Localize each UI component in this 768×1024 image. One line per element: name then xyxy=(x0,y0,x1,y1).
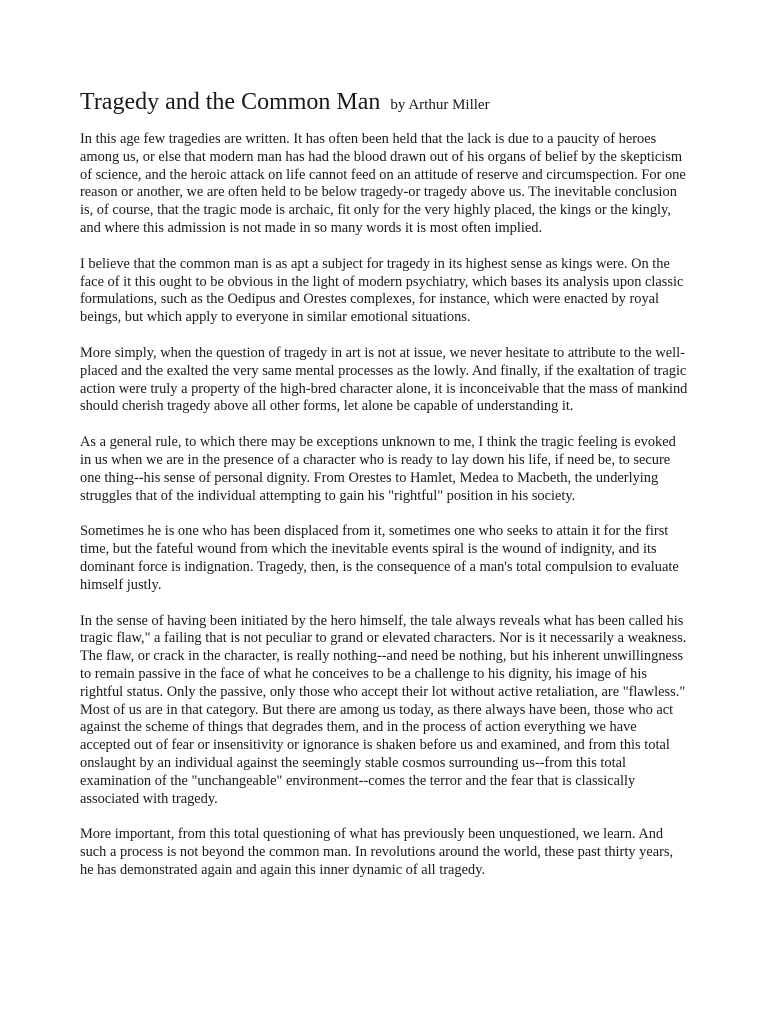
document-byline: by Arthur Miller xyxy=(390,97,490,113)
paragraph-2: I believe that the common man is as apt a subject for tragedy in its highest sense as kings were. On the face of it this ought to be obvious in the light of modern psychiatry, which bases its analysis upon classic formulations, such as the Oedipus and Orestes complexes, for instance, which were enacted by royal beings, but which apply to everyone in similar emotional situations. xyxy=(80,255,684,326)
paragraph-7: More important, from this total questioning of what has previously been unquestioned, we learn. And such a process is not beyond the common man. In revolutions around the world, these past thirty years, he has demonstrated again and again this inner dynamic of all tragedy. xyxy=(80,826,674,878)
paragraph-3: More simply, when the question of tragedy in art is not at issue, we never hesitate to attribute to the well-placed and the exalted the very same mental processes as the lowly. And finally, if the exaltation of tragic action were truly a property of the high-bred character alone, it is inconceivable that the mass of mankind should cherish tragedy above all other forms, let alone be capable of understanding it. xyxy=(80,344,688,415)
paragraph-6: In the sense of having been initiated by the hero himself, the tale always reveals what has been called his tragic flaw," a failing that is not peculiar to grand or elevated characters. Nor is it necessarily a weakness. The flaw, or crack in the character, is really nothing--and need be nothing, but his inherent unwillingness to remain passive in the face of what he conceives to be a challenge to his dignity, his image of his rightful status. Only the passive, only those who accept their lot without active retaliation, are "flawless." Most of us are in that category. But there are among us today, as there always have been, those who act against the scheme of things that degrades them, and in the process of action everything we have accepted out of fear or insensitivity or ignorance is shaken before us and examined, and from this total onslaught by an individual against the seemingly stable cosmos surrounding us--from this total examination of the "unchangeable" environment--comes the terror and the fear that is classically associated with tragedy. xyxy=(80,612,687,807)
document-heading xyxy=(80,84,690,119)
document-page xyxy=(80,84,690,898)
paragraph-5: Sometimes he is one who has been displaced from it, sometimes one who seeks to attain it for the first time, but the fateful wound from which the inevitable events spiral is the wound of indignity, and its dominant force is indignation. Tragedy, then, is the consequence of a man's total compulsion to evaluate himself justly. xyxy=(80,523,679,593)
paragraph-4: As a general rule, to which there may be exceptions unknown to me, I think the tragic feeling is evoked in us when we are in the presence of a character who is ready to lay down his life, if need be, to secure one thing--his sense of personal dignity. From Orestes to Hamlet, Medea to Macbeth, the underlying struggles that of the individual attempting to gain his "rightful" position in his society. xyxy=(80,434,676,504)
document-title: Tragedy and the Common Man xyxy=(80,89,381,115)
paragraph-1: In this age few tragedies are written. It has often been held that the lack is due to a paucity of heroes among us, or else that modern man has had the blood drawn out of his organs of belief by the skepticism of science, and the heroic attack on life cannot feed on an attitude of reserve and circumspection. For one reason or another, we are often held to be below tragedy-or tragedy above us. The inevitable conclusion is, of course, that the tragic mode is archaic, fit only for the very highly placed, the kings or the kingly, and where this admission is not made in so many words it is most often implied. xyxy=(80,131,686,236)
